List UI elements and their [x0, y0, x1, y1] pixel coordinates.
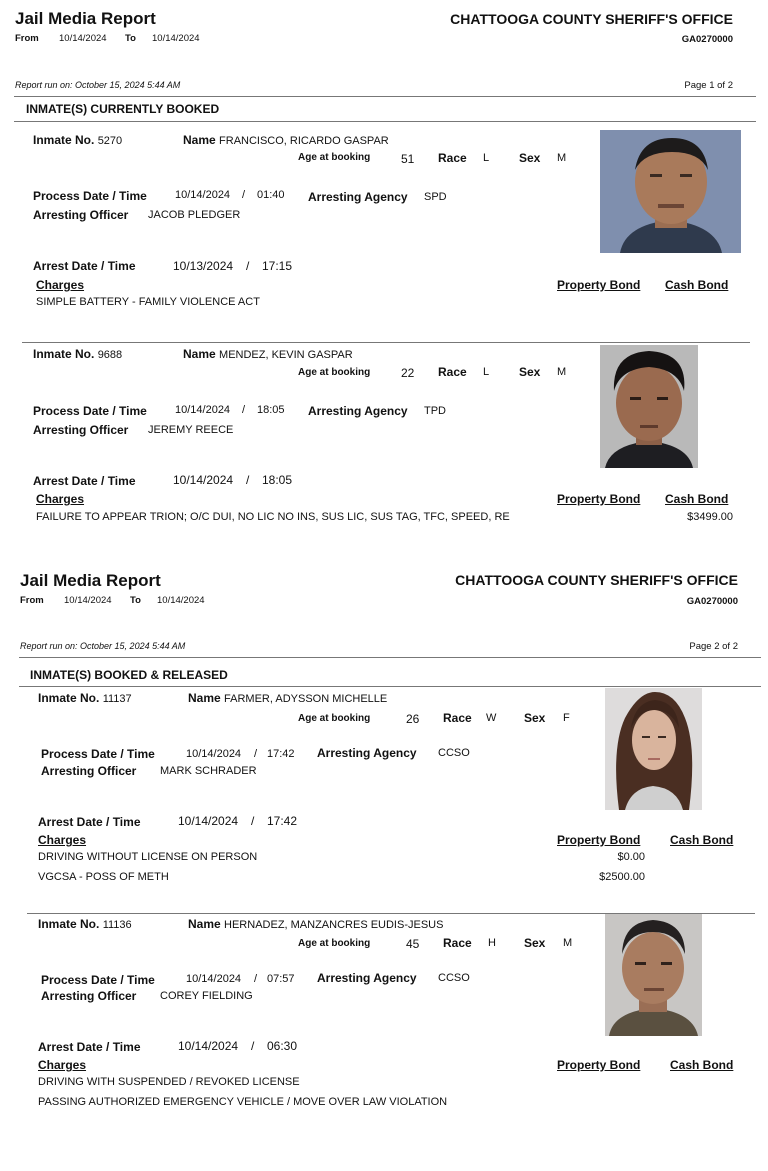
- arrest-time: 18:05: [262, 473, 293, 487]
- property-bond-value: $2500.00: [599, 871, 645, 883]
- charge-text: PASSING AUTHORIZED EMERGENCY VEHICLE / MOVE OVER LAW VIOLATION: [38, 1096, 448, 1108]
- arrest-time: 17:42: [267, 814, 298, 828]
- sex-value: F: [563, 712, 570, 724]
- name-label: Name: [188, 917, 221, 931]
- charges-header: Charges: [36, 492, 85, 506]
- sex-label: Sex: [519, 365, 541, 379]
- slash: /: [251, 814, 255, 828]
- slash: /: [242, 404, 246, 416]
- process-label: Process Date / Time: [41, 973, 155, 987]
- inmate-name: FRANCISCO, RICARDO GASPAR: [219, 135, 389, 147]
- agency-code: GA0270000: [681, 34, 733, 45]
- from-date: 10/14/2024: [59, 33, 107, 44]
- inmate-no-label: Inmate No.: [38, 691, 100, 705]
- slash: /: [254, 973, 258, 985]
- process-label: Process Date / Time: [33, 404, 147, 418]
- name-label: Name: [183, 347, 216, 361]
- sex-label: Sex: [524, 711, 546, 725]
- from-label: From: [20, 595, 44, 606]
- arrest-time: 06:30: [267, 1039, 298, 1053]
- agency-label: Arresting Agency: [308, 404, 408, 418]
- sex-value: M: [557, 152, 567, 164]
- process-label: Process Date / Time: [41, 747, 155, 761]
- charges-header: Charges: [38, 1058, 87, 1072]
- page-number: Page 2 of 2: [689, 641, 738, 652]
- charge-text: DRIVING WITH SUSPENDED / REVOKED LICENSE: [38, 1076, 300, 1088]
- process-time: 01:40: [257, 189, 285, 201]
- inmate-name: MENDEZ, KEVIN GASPAR: [219, 349, 353, 361]
- arrest-date: 10/14/2024: [178, 1039, 239, 1053]
- race-label: Race: [443, 711, 472, 725]
- age-label: Age at booking: [298, 367, 371, 378]
- agency-label: Arresting Agency: [308, 190, 408, 204]
- officer-label: Arresting Officer: [41, 764, 137, 778]
- cash-bond-header: Cash Bond: [670, 833, 734, 847]
- charge-text: SIMPLE BATTERY - FAMILY VIOLENCE ACT: [36, 296, 260, 308]
- age-value: 45: [406, 937, 420, 951]
- inmate-number: 11136: [102, 919, 132, 931]
- arrest-label: Arrest Date / Time: [33, 259, 136, 273]
- inmate-number: 9688: [97, 349, 123, 361]
- agency-value: TPD: [424, 405, 446, 417]
- sex-label: Sex: [519, 151, 541, 165]
- arrest-label: Arrest Date / Time: [33, 474, 136, 488]
- process-date: 10/14/2024: [175, 404, 231, 416]
- from-date: 10/14/2024: [64, 595, 112, 606]
- process-time: 07:57: [267, 973, 295, 985]
- inmate-name: FARMER, ADYSSON MICHELLE: [224, 693, 388, 705]
- property-bond-header: Property Bond: [557, 492, 641, 506]
- slash: /: [251, 1039, 255, 1053]
- officer-label: Arresting Officer: [33, 208, 129, 222]
- slash: /: [254, 748, 258, 760]
- arrest-label: Arrest Date / Time: [38, 815, 141, 829]
- property-bond-header: Property Bond: [557, 278, 641, 292]
- race-label: Race: [443, 936, 472, 950]
- header-divider: [14, 96, 756, 97]
- mugshot-photo: [600, 130, 741, 253]
- age-value: 22: [401, 366, 415, 380]
- agency-value: CCSO: [438, 972, 470, 984]
- arrest-date: 10/13/2024: [173, 259, 234, 273]
- race-value: L: [483, 152, 490, 164]
- race-value: W: [486, 712, 497, 724]
- officer-value: COREY FIELDING: [160, 990, 253, 1002]
- inmate-no-label: Inmate No.: [33, 133, 95, 147]
- charges-header: Charges: [38, 833, 87, 847]
- page-number: Page 1 of 2: [684, 80, 733, 91]
- cash-bond-header: Cash Bond: [665, 278, 729, 292]
- agency-name: CHATTOOGA COUNTY SHERIFF'S OFFICE: [450, 11, 733, 27]
- slash: /: [242, 189, 246, 201]
- age-label: Age at booking: [298, 152, 371, 163]
- section-title: INMATE(S) BOOKED & RELEASED: [30, 668, 228, 682]
- process-date: 10/14/2024: [175, 189, 231, 201]
- mugshot-photo: [605, 914, 702, 1036]
- charge-text: FAILURE TO APPEAR TRION; O/C DUI, NO LIC NO INS, SUS LIC, SUS TAG, TFC, SPEED, RE: [36, 511, 510, 523]
- charge-text: DRIVING WITHOUT LICENSE ON PERSON: [38, 851, 258, 863]
- report-run-timestamp: Report run on: October 15, 2024 5:44 AM: [15, 80, 181, 90]
- race-value: H: [488, 937, 496, 949]
- name-label: Name: [183, 133, 216, 147]
- report-title: Jail Media Report: [15, 9, 156, 28]
- header-divider: [19, 657, 761, 658]
- mugshot-photo: [605, 688, 702, 810]
- cash-bond-value: $3499.00: [687, 511, 733, 523]
- to-date: 10/14/2024: [157, 595, 205, 606]
- inmate-no-label: Inmate No.: [38, 917, 100, 931]
- charge-text: VGCSA - POSS OF METH: [38, 871, 169, 883]
- report-run-timestamp: Report run on: October 15, 2024 5:44 AM: [20, 641, 186, 651]
- to-date: 10/14/2024: [152, 33, 200, 44]
- slash: /: [246, 259, 250, 273]
- inmate-number: 5270: [97, 135, 123, 147]
- race-label: Race: [438, 365, 467, 379]
- inmate-number: 11137: [102, 693, 132, 705]
- from-label: From: [15, 33, 39, 44]
- charges-header: Charges: [36, 278, 85, 292]
- mugshot-photo: [600, 345, 698, 468]
- agency-code: GA0270000: [686, 596, 738, 607]
- arrest-label: Arrest Date / Time: [38, 1040, 141, 1054]
- sex-value: M: [563, 937, 573, 949]
- arrest-time: 17:15: [262, 259, 293, 273]
- arrest-date: 10/14/2024: [178, 814, 239, 828]
- agency-name: CHATTOOGA COUNTY SHERIFF'S OFFICE: [455, 572, 738, 588]
- age-label: Age at booking: [298, 713, 371, 724]
- sex-label: Sex: [524, 936, 546, 950]
- section-divider: [19, 686, 761, 687]
- officer-value: JEREMY REECE: [148, 424, 234, 436]
- officer-value: MARK SCHRADER: [160, 765, 257, 777]
- name-label: Name: [188, 691, 221, 705]
- race-value: L: [483, 366, 490, 378]
- process-date: 10/14/2024: [186, 973, 242, 985]
- process-date: 10/14/2024: [186, 748, 242, 760]
- cash-bond-header: Cash Bond: [665, 492, 729, 506]
- officer-value: JACOB PLEDGER: [148, 209, 241, 221]
- section-title: INMATE(S) CURRENTLY BOOKED: [26, 102, 220, 116]
- age-label: Age at booking: [298, 938, 371, 949]
- slash: /: [246, 473, 250, 487]
- property-bond-value: $0.00: [617, 851, 645, 863]
- process-time: 18:05: [257, 404, 285, 416]
- agency-value: CCSO: [438, 747, 470, 759]
- inmate-no-label: Inmate No.: [33, 347, 95, 361]
- agency-label: Arresting Agency: [317, 971, 417, 985]
- report-title: Jail Media Report: [20, 571, 161, 590]
- arrest-date: 10/14/2024: [173, 473, 234, 487]
- property-bond-header: Property Bond: [557, 1058, 641, 1072]
- age-value: 51: [401, 152, 415, 166]
- to-label: To: [125, 33, 136, 44]
- to-label: To: [130, 595, 141, 606]
- record-divider: [22, 342, 750, 343]
- agency-label: Arresting Agency: [317, 746, 417, 760]
- officer-label: Arresting Officer: [41, 989, 137, 1003]
- property-bond-header: Property Bond: [557, 833, 641, 847]
- process-label: Process Date / Time: [33, 189, 147, 203]
- agency-value: SPD: [424, 191, 447, 203]
- process-time: 17:42: [267, 748, 295, 760]
- inmate-name: HERNADEZ, MANZANCRES EUDIS-JESUS: [224, 919, 444, 931]
- section-divider: [14, 121, 756, 122]
- age-value: 26: [406, 712, 420, 726]
- sex-value: M: [557, 366, 567, 378]
- officer-label: Arresting Officer: [33, 423, 129, 437]
- cash-bond-header: Cash Bond: [670, 1058, 734, 1072]
- race-label: Race: [438, 151, 467, 165]
